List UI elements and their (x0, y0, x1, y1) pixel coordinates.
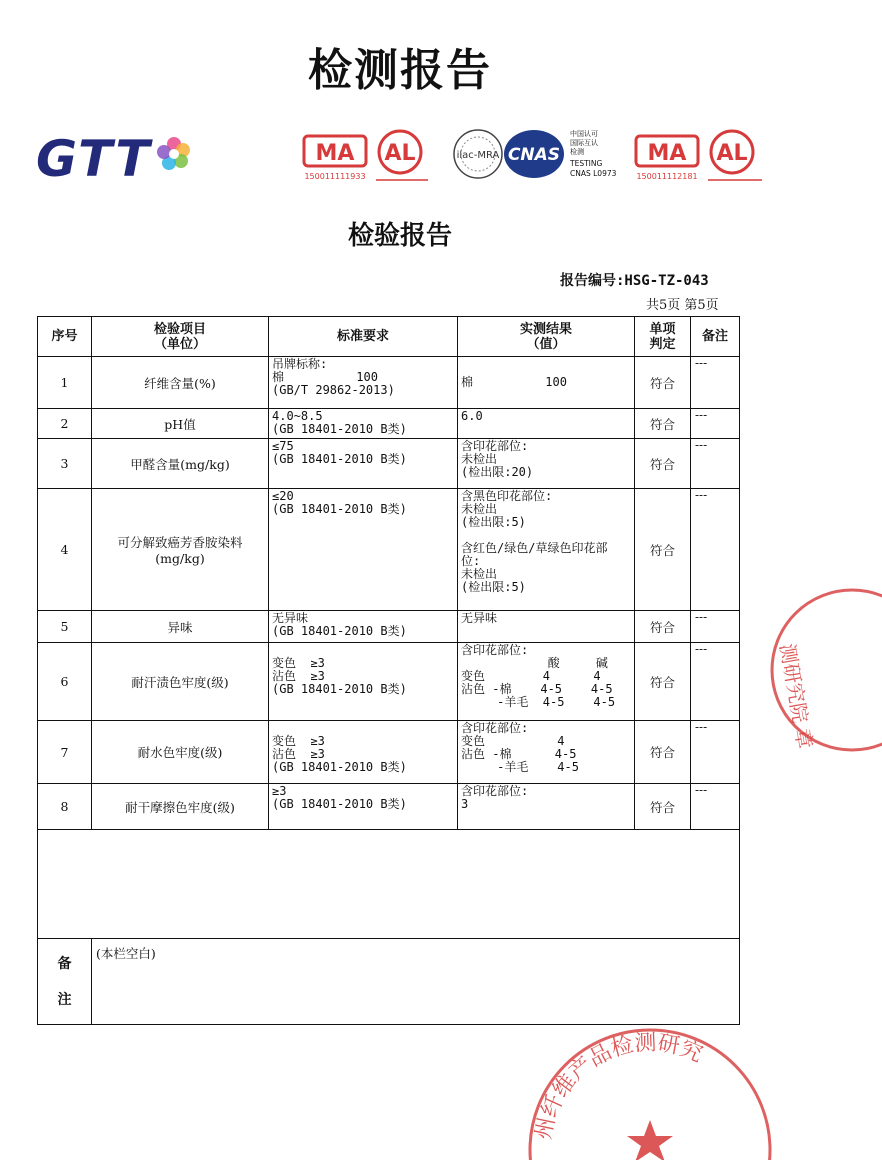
report-number: 报告编号:HSG-TZ-043 (560, 273, 709, 289)
row-judge: 符合 (635, 784, 691, 830)
remark-label-1: 备 (57, 955, 72, 972)
remark-label-2: 注 (57, 991, 72, 1008)
cma-text-2: MA (647, 141, 687, 166)
row-standard: ≤20 (GB 18401-2010 B类) (269, 489, 458, 611)
cnas-cn-1: 中国认可 (570, 130, 598, 138)
row-note: --- (691, 611, 740, 643)
row-note: --- (691, 439, 740, 489)
svg-text:AL: AL (384, 141, 416, 166)
gtt-flower-icon (154, 134, 194, 174)
row-item: 甲醛含量(mg/kg) (92, 439, 269, 489)
table-row (38, 643, 740, 721)
table-blank-row (38, 830, 740, 939)
header-item-line2: （单位） (153, 336, 206, 352)
header-result (458, 317, 635, 357)
cnas-icon (504, 129, 617, 178)
row-item: 耐水色牢度(级) (92, 721, 269, 784)
row-standard: 变色 ≥3 沾色 ≥3 (GB 18401-2010 B类) (269, 643, 458, 721)
row-index: 2 (38, 409, 92, 439)
cma-mark-icon (304, 136, 366, 181)
svg-text:AL: AL (716, 141, 748, 166)
row-item: 耐干摩擦色牢度(级) (92, 784, 269, 830)
row-item: 异味 (92, 611, 269, 643)
page-main-title: 检测报告 (308, 45, 492, 96)
row-result: 棉 100 (458, 357, 635, 409)
row-standard: 无异味 (GB 18401-2010 B类) (269, 611, 458, 643)
row-result: 含印花部位: 变色 4 沾色 -棉 4-5 -羊毛 4-5 (458, 721, 635, 784)
table-row (38, 357, 740, 409)
header-index: 序号 (38, 317, 92, 357)
inspection-table (37, 316, 740, 1025)
table-row (38, 611, 740, 643)
header-note: 备注 (691, 317, 740, 357)
header-judge (635, 317, 691, 357)
cma-number-2: 150011112181 (636, 172, 698, 181)
table-row (38, 409, 740, 439)
official-seal-bottom-icon (520, 1000, 780, 1160)
remark-label (38, 939, 92, 1025)
svg-text:测研究院 章: 测研究院 章 (775, 641, 818, 751)
row-index: 4 (38, 489, 92, 611)
row-standard: ≤75 (GB 18401-2010 B类) (269, 439, 458, 489)
cal-mark-icon (376, 131, 428, 180)
header-result-line1: 实测结果 (519, 321, 572, 337)
row-result: 含印花部位: 酸 碱 变色 4 4 沾色 -棉 4-5 4-5 -羊毛 4-5 4-5 (458, 643, 635, 721)
row-index: 1 (38, 357, 92, 409)
row-index: 3 (38, 439, 92, 489)
row-index: 8 (38, 784, 92, 830)
row-standard: 吊牌标称: 棉 100 (GB/T 29862-2013) (269, 357, 458, 409)
row-judge: 符合 (635, 357, 691, 409)
cnas-cn-3: 检测 (570, 148, 584, 156)
row-result: 无异味 (458, 611, 635, 643)
row-judge: 符合 (635, 439, 691, 489)
row-judge: 符合 (635, 611, 691, 643)
table-row (38, 439, 740, 489)
row-note: --- (691, 721, 740, 784)
ilac-text: ilac-MRA (456, 150, 500, 161)
row-note: --- (691, 409, 740, 439)
cnas-en-2: CNAS L0973 (570, 169, 617, 178)
row-note: --- (691, 357, 740, 409)
ilac-mra-icon (454, 130, 502, 178)
row-result: 含黑色印花部位: 未检出 (检出限:5) 含红色/绿色/草绿色印花部 位: 未检出 (检出限:5) (458, 489, 635, 611)
table-row (38, 784, 740, 830)
cma-number-1: 150011111933 (304, 172, 366, 181)
official-seal-right-icon (762, 585, 882, 755)
table-header-row (38, 317, 740, 357)
row-index: 6 (38, 643, 92, 721)
row-result: 6.0 (458, 409, 635, 439)
header-judge-line1: 单项 (649, 321, 676, 337)
cnas-en-1: TESTING (570, 159, 603, 168)
gtt-logo (36, 130, 194, 188)
row-judge: 符合 (635, 489, 691, 611)
row-note: --- (691, 643, 740, 721)
cal-mark-icon-2 (708, 131, 762, 180)
cma-mark-icon-2 (636, 136, 698, 181)
row-note: --- (691, 489, 740, 611)
row-result: 含印花部位: 未检出 (检出限:20) (458, 439, 635, 489)
row-judge: 符合 (635, 409, 691, 439)
remark-text: (本栏空白) (92, 939, 740, 1025)
report-title: 检验报告 (347, 221, 452, 251)
header-item-line1: 检验项目 (153, 321, 206, 337)
row-item: 可分解致癌芳香胺染料 (mg/kg) (92, 489, 269, 611)
row-index: 7 (38, 721, 92, 784)
header-result-line2: （值） (526, 336, 566, 352)
row-standard: ≥3 (GB 18401-2010 B类) (269, 784, 458, 830)
row-item: pH值 (92, 409, 269, 439)
row-standard: 变色 ≥3 沾色 ≥3 (GB 18401-2010 B类) (269, 721, 458, 784)
cnas-text: CNAS (507, 145, 561, 165)
cnas-cn-2: 国际互认 (570, 139, 598, 147)
certification-logos (300, 128, 770, 188)
header-standard: 标准要求 (269, 317, 458, 357)
row-note: --- (691, 784, 740, 830)
row-item: 耐汗渍色牢度(级) (92, 643, 269, 721)
row-judge: 符合 (635, 643, 691, 721)
table-row (38, 721, 740, 784)
header-judge-line2: 判定 (649, 336, 676, 352)
blank-area (38, 830, 740, 939)
row-judge: 符合 (635, 721, 691, 784)
header-item (92, 317, 269, 357)
row-item: 纤维含量(%) (92, 357, 269, 409)
row-result: 含印花部位: 3 (458, 784, 635, 830)
gtt-logo-text: GTT (36, 130, 152, 188)
row-standard: 4.0~8.5 (GB 18401-2010 B类) (269, 409, 458, 439)
table-row (38, 489, 740, 611)
cma-text-1: MA (315, 141, 355, 166)
row-index: 5 (38, 611, 92, 643)
svg-text:州纤维产品检测研究: 州纤维产品检测研究 (531, 1030, 707, 1142)
page-info: 共5页 第5页 (646, 298, 719, 313)
